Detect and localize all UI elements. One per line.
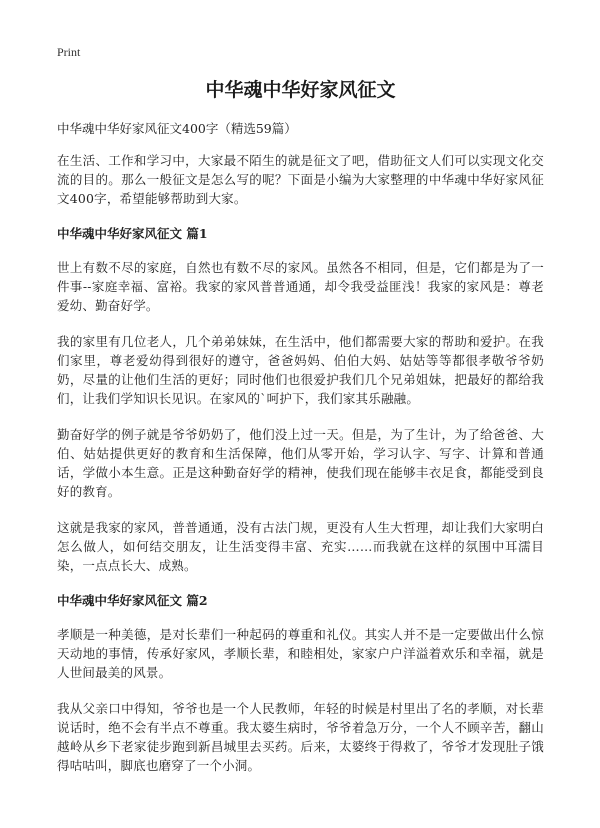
section-1-paragraph-3: 勤奋好学的例子就是爷爷奶奶了，他们没上过一天。但是，为了生计，为了给爸爸、大伯、姑姑提供更好的教育和生活保障，他们从零开始，学习认字、写字、计算和普通话，学做小本生意。正是这种勤奋好学的精神，使我们现在能够丰衣足食，都能受到良好的教育。 [57, 427, 544, 499]
section-heading-1: 中华魂中华好家风征文 篇1 [57, 226, 208, 241]
section-1-paragraph-2: 我的家里有几位老人，几个弟弟妹妹，在生活中，他们都需要大家的帮助和爱护。在我们家里，尊老爱幼得到很好的遵守，爸爸妈妈、伯伯大妈、姑姑等等都很孝敬爷爷奶奶，尽量的让他们生活的更好；同时他们也很爱护我们几个兄弟姐妹，把最好的都给我们，让我们学知识长见识。在家风的`呵护下，我们家其乐融融。 [57, 334, 544, 406]
document-subtitle: 中华魂中华好家风征文400字（精选59篇） [57, 121, 297, 136]
page-title: 中华魂中华好家风征文 [205, 79, 396, 101]
section-heading-2: 中华魂中华好家风征文 篇2 [57, 593, 208, 608]
section-1-paragraph-4: 这就是我家的家风，普普通通，没有古法门规，更没有人生大哲理，却让我们大家明白怎么做人，如何结交朋友，让生活变得丰富、充实……而我就在这样的氛围中耳濡目染，一点点长大、成熟。 [57, 520, 544, 573]
intro-paragraph: 在生活、工作和学习中，大家最不陌生的就是征文了吧，借助征文人们可以实现文化交流的目的。那么一般征文是怎么写的呢？下面是小编为大家整理的中华魂中华好家风征文400字，希望能够帮助到大家。 [57, 153, 544, 206]
section-2-paragraph-2: 我从父亲口中得知，爷爷也是一个人民教师，年轻的时候是村里出了名的孝顺，对长辈说话时，绝不会有半点不尊重。我太婆生病时，爷爷着急万分，一个人不顾辛苦，翻山越岭从乡下老家徒步跑到新昌城里去买药。后来，太婆终于得救了，爷爷才发现肚子饿得咕咕叫，脚底也磨穿了一个小洞。 [57, 701, 544, 773]
print-link[interactable]: Print [57, 45, 81, 59]
section-1-paragraph-1: 世上有数不尽的家庭，自然也有数不尽的家风。虽然各不相同，但是，它们都是为了一件事--家庭幸福、富裕。我家的家风普普通通，却令我受益匪浅！我家的家风是：尊老爱幼、勤奋好学。 [57, 260, 544, 313]
section-2-paragraph-1: 孝顺是一种美德，是对长辈们一种起码的尊重和礼仪。其实人并不是一定要做出什么惊天动地的事情，传承好家风，孝顺长辈，和睦相处，家家户户洋溢着欢乐和幸福，就是人世间最美的风景。 [57, 627, 544, 680]
